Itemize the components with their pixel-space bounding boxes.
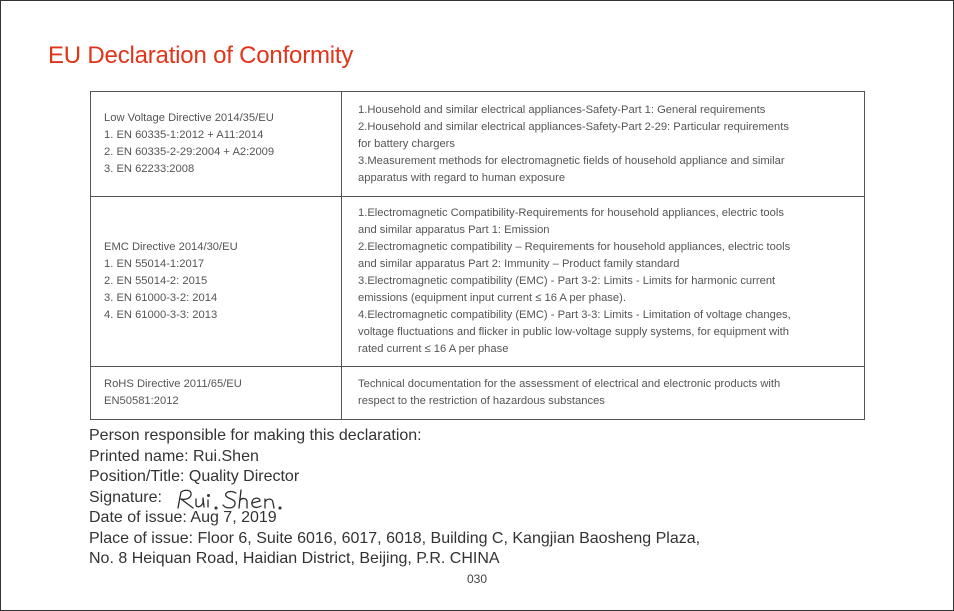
description-line: 1.Electromagnetic Compatibility-Requirements for household appliances, electric tools (358, 207, 784, 219)
description-line: 3.Electromagnetic compatibility (EMC) - Part 3-2: Limits - Limits for harmonic current (358, 275, 776, 287)
table-row (91, 197, 865, 367)
description-line: 2.Household and similar electrical appliances-Safety-Part 2-29: Particular requirements (358, 120, 789, 133)
description-cell-lvd (342, 92, 865, 197)
description-line: emissions (equipment input current ≤ 16 A per phase). (358, 292, 626, 304)
page-title: EU Declaration of Conformity (48, 42, 354, 69)
description-line: 2.Electromagnetic compatibility – Requirements for household appliances, electric tools (358, 241, 791, 253)
position-title: Position/Title: Quality Director (89, 468, 300, 485)
description-cell-emc (342, 197, 865, 367)
standard-line: 4. EN 61000-3-3: 2013 (104, 309, 218, 321)
signature-row (89, 488, 700, 509)
standards-table (90, 91, 865, 420)
description-line: for battery chargers (358, 137, 456, 150)
date-of-issue: Date of issue: Aug 7, 2019 (89, 509, 277, 526)
place-of-issue-line-1: Place of issue: Floor 6, Suite 6016, 6017, 6018, Building C, Kangjian Baosheng Plaza, (89, 529, 701, 547)
description-line: Technical documentation for the assessment of electrical and electronic products with (358, 378, 781, 390)
description-line: and similar apparatus Part 1: Emission (358, 224, 550, 236)
directive-line: Low Voltage Directive 2014/35/EU (104, 112, 274, 124)
standard-line: 1. EN 60335-1:2012 + A11:2014 (104, 129, 264, 141)
responsible-person-heading: Person responsible for making this declaration: (89, 427, 422, 444)
directive-cell-emc (91, 197, 342, 367)
table-row (91, 367, 865, 420)
declaration-block (89, 426, 700, 570)
place-of-issue-line-2: No. 8 Heiquan Road, Haidian District, Beijing, P.R. CHINA (89, 550, 500, 567)
printed-name: Printed name: Rui.Shen (89, 447, 259, 465)
directive-line: RoHS Directive 2011/65/EU (104, 378, 242, 390)
table-row (91, 92, 865, 197)
description-line: rated current ≤ 16 A per phase (358, 343, 509, 355)
standard-line: 2. EN 55014-2: 2015 (104, 275, 208, 287)
description-line: 1.Household and similar electrical appliances-Safety-Part 1: General requirements (358, 103, 766, 116)
signature-label: Signature: (89, 488, 162, 506)
directive-line: EMC Directive 2014/30/EU (104, 241, 238, 253)
description-line: and similar apparatus Part 2: Immunity – Product family standard (358, 258, 680, 270)
description-line: voltage fluctuations and flicker in public low-voltage supply systems, for equipment with (358, 326, 789, 338)
description-line: 4.Electromagnetic compatibility (EMC) - Part 3-3: Limits - Limitation of voltage changes, (358, 309, 791, 321)
standard-line: 2. EN 60335-2-29:2004 + A2:2009 (104, 146, 275, 158)
standard-line: 1. EN 55014-1:2017 (104, 258, 205, 270)
description-cell-rohs (342, 367, 865, 420)
standard-line: 3. EN 61000-3-2: 2014 (104, 292, 218, 304)
description-line: respect to the restriction of hazardous substances (358, 395, 605, 407)
description-line: 3.Measurement methods for electromagnetic fields of household appliance and similar (358, 154, 785, 167)
directive-cell-lvd (91, 92, 342, 197)
handwritten-signature (174, 486, 309, 512)
page-number: 030 (466, 572, 488, 586)
directive-cell-rohs (91, 367, 342, 420)
standard-line: EN50581:2012 (104, 395, 179, 407)
standard-line: 3. EN 62233:2008 (104, 163, 195, 175)
description-line: apparatus with regard to human exposure (358, 171, 566, 184)
